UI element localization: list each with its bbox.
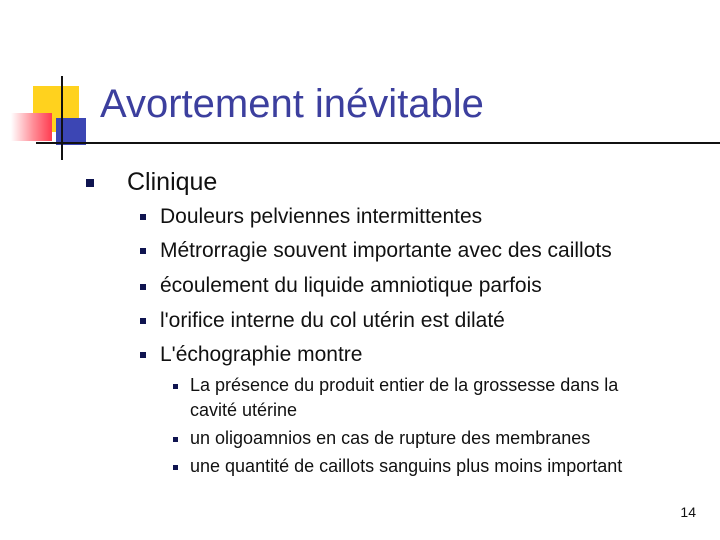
bullet-item: Métrorragie souvent importante avec des caillots (160, 239, 612, 262)
bullet-icon (140, 318, 146, 324)
bullet-icon (140, 214, 146, 220)
bullet-icon (173, 437, 178, 442)
bullet-icon (140, 352, 146, 358)
sub-bullet-item-continued: cavité utérine (190, 400, 298, 420)
sub-bullet-item: La présence du produit entier de la grossesse dans la (190, 375, 619, 395)
title-underline (36, 142, 720, 144)
bullet-icon (86, 179, 94, 187)
bullet-icon (140, 284, 146, 290)
logo-red-square (11, 113, 52, 141)
slide-logo (0, 0, 110, 170)
bullet-icon (173, 465, 178, 470)
sub-bullet-item: une quantité de caillots sanguins plus moins important (190, 456, 623, 476)
bullet-icon (173, 384, 178, 389)
bullet-item: L'échographie montre (160, 343, 363, 366)
bullet-clinique: Clinique (127, 168, 218, 196)
page-number: 14 (680, 504, 696, 520)
slide-title: Avortement inévitable (100, 82, 484, 126)
sub-bullet-item: un oligoamnios en cas de rupture des membranes (190, 428, 591, 448)
logo-vertical-line (61, 76, 63, 160)
bullet-icon (140, 248, 146, 254)
bullet-item: écoulement du liquide amniotique parfois (160, 274, 542, 297)
bullet-item: Douleurs pelviennes intermittentes (160, 205, 483, 228)
bullet-item: l'orifice interne du col utérin est dilaté (160, 309, 505, 332)
